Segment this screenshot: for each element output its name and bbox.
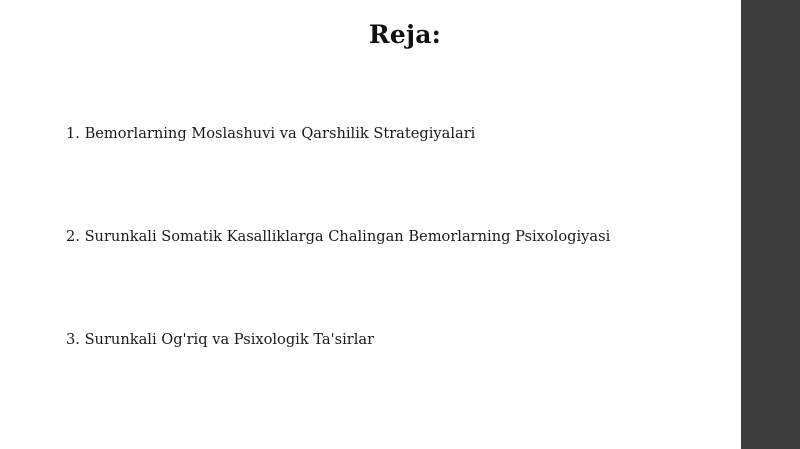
plan-item-2: 2. Surunkali Somatik Kasalliklarga Chalingan Bemorlarning Psixologiyasi (66, 228, 611, 245)
side-panel (741, 0, 800, 449)
plan-item-1: 1. Bemorlarning Moslashuvi va Qarshilik Strategiyalari (66, 125, 476, 142)
plan-item-3: 3. Surunkali Og'riq va Psixologik Ta'sirlar (66, 331, 375, 348)
slide-title: Reja: (368, 20, 442, 49)
